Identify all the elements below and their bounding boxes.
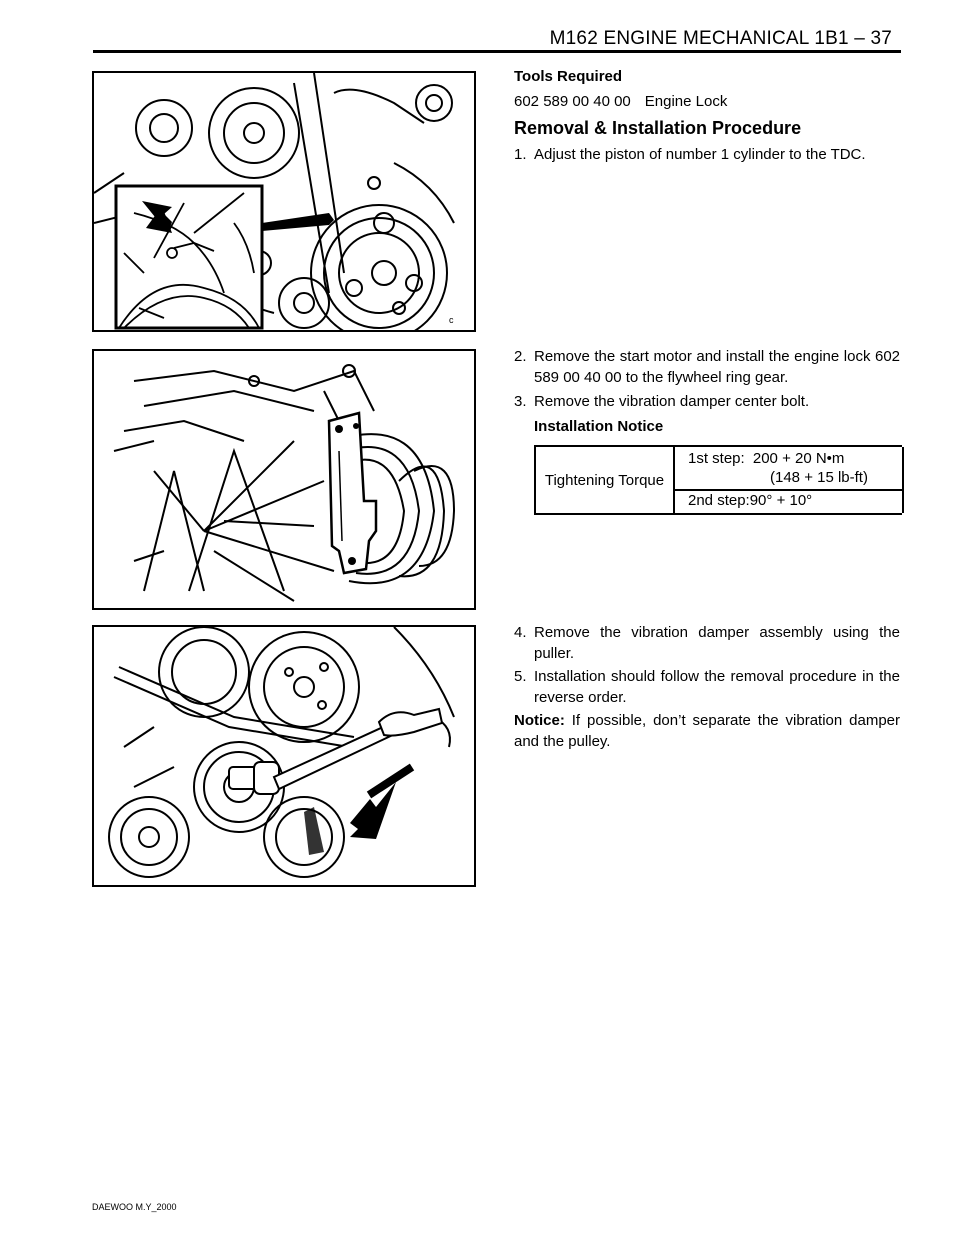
torque-label: Tightening Torque: [536, 447, 675, 513]
procedure-step-3: [514, 391, 900, 412]
figure-tdc-alignment: [92, 71, 476, 332]
procedure-step-1: [514, 144, 900, 165]
torque-step-1: [688, 449, 898, 487]
step-number: 2.: [514, 348, 527, 365]
step-number: 5.: [514, 668, 527, 685]
step-text: Installation should follow the removal procedure in the reverse order.: [534, 668, 900, 706]
torque-step-2: [688, 492, 812, 509]
notice-label: Notice:: [514, 712, 565, 729]
tdc-alignment-illustration: [94, 73, 474, 330]
figure-damper-removal: [92, 625, 476, 887]
header-rule: [93, 50, 901, 53]
torque-divider: [675, 489, 902, 491]
torque-step-2-label: 2nd step:: [688, 492, 750, 509]
damper-removal-illustration: [94, 627, 474, 885]
step-number: 1.: [514, 146, 527, 163]
tool-item: [514, 92, 900, 112]
tool-number: 602 589 00 40 00: [514, 93, 631, 110]
footer-code: DAEWOO M.Y_2000: [92, 1202, 177, 1212]
step-text: Remove the vibration damper assembly using the puller.: [534, 624, 900, 662]
procedure-step-5: [514, 666, 900, 708]
notice-text: If possible, don’t separate the vibration damper and the pulley.: [514, 712, 900, 750]
engine-lock-illustration: [94, 351, 474, 608]
torque-step-1-value-imperial: (148 + 15 lb-ft): [770, 469, 868, 486]
step-number: 3.: [514, 393, 527, 410]
step-text: Remove the vibration damper center bolt.: [534, 393, 810, 410]
procedure-step-2: [514, 346, 900, 388]
tools-heading: Tools Required: [514, 68, 623, 85]
step-text: Remove the start motor and install the engine lock 602 589 00 40 00 to the flywheel ring gear.: [534, 348, 900, 386]
notice-paragraph: [514, 710, 900, 752]
torque-table: [534, 445, 902, 515]
torque-right-border: [902, 447, 904, 513]
step-text: Adjust the piston of number 1 cylinder to the TDC.: [534, 146, 866, 163]
torque-step-1-label: 1st step:: [688, 450, 745, 467]
page-title: M162 ENGINE MECHANICAL 1B1 – 37: [549, 28, 892, 49]
tool-name: Engine Lock: [644, 93, 728, 110]
figure-engine-lock: [92, 349, 476, 610]
step-number: 4.: [514, 624, 527, 641]
torque-step-1-value: 200 + 20 N•m: [752, 450, 845, 467]
figure-marker: c: [449, 315, 454, 325]
torque-step-2-value: 90° + 10°: [749, 492, 813, 509]
procedure-step-4: [514, 622, 900, 664]
installation-notice-heading: Installation Notice: [534, 418, 664, 435]
procedure-heading: Removal & Installation Procedure: [514, 118, 802, 138]
